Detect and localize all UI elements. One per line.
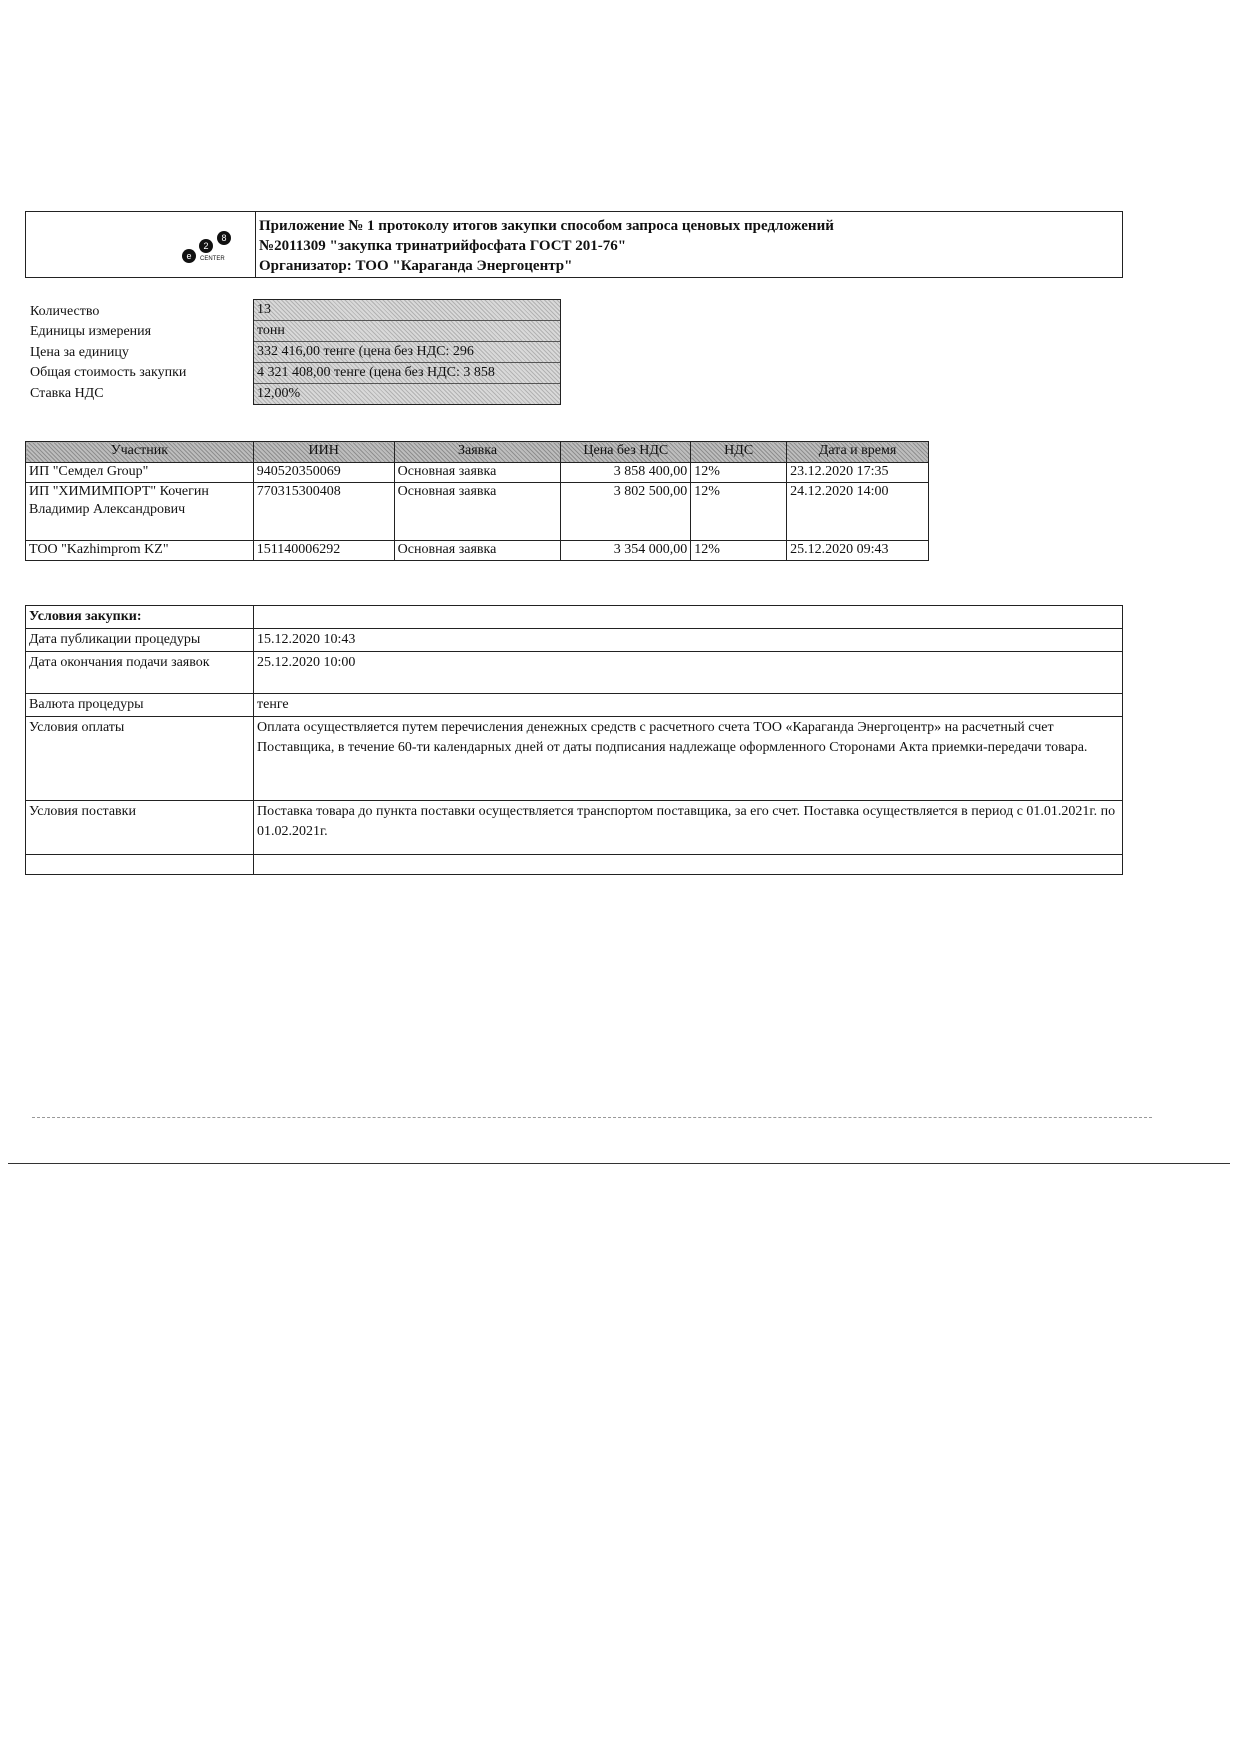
table-row [26, 483, 929, 541]
param-value-total: 4 321 408,00 тенге (цена без НДС: 3 858 [254, 363, 560, 384]
table-row-empty [26, 855, 1123, 875]
header-title [259, 216, 834, 276]
page-divider [8, 1163, 1230, 1164]
table-row [26, 801, 1123, 855]
table-row [26, 541, 929, 561]
logo-icon [176, 228, 246, 268]
bid-application: Основная заявка [394, 463, 561, 483]
table-row [26, 717, 1123, 801]
bid-datetime: 24.12.2020 14:00 [787, 483, 929, 541]
header-line-1: Приложение № 1 протоколу итогов закупки способом запроса ценовых предложений [259, 218, 834, 234]
bid-participant: ТОО "Kazhimprom KZ" [26, 541, 254, 561]
scan-artifact-line [32, 1117, 1152, 1118]
bid-price: 3 858 400,00 [561, 463, 691, 483]
param-value-vat: 12,00% [254, 384, 560, 404]
logo-text: CENTER [200, 256, 225, 262]
condition-value: тенге [254, 694, 1123, 717]
col-header-iin: ИИН [253, 442, 394, 463]
condition-value: Оплата осуществляется путем перечисления денежных средств с расчетного счета ТОО «Караганда Энергоцентр» на расчетный счет Поставщика, в течение 60-ти календарных дней от даты подписания надлежаще оформленного Сторонами Акта приемки-передачи товара. [254, 717, 1123, 801]
param-label-vat: Ставка НДС [30, 385, 104, 401]
condition-label: Валюта процедуры [26, 694, 254, 717]
col-header-datetime: Дата и время [787, 442, 929, 463]
condition-value-empty [254, 855, 1123, 875]
bid-application: Основная заявка [394, 541, 561, 561]
document-header [25, 211, 1123, 278]
bid-iin: 151140006292 [253, 541, 394, 561]
params-values [253, 299, 561, 405]
table-row [26, 629, 1123, 652]
logo-cell [26, 212, 256, 277]
table-row [26, 694, 1123, 717]
bid-datetime: 23.12.2020 17:35 [787, 463, 929, 483]
conditions-title-empty [254, 606, 1123, 629]
bid-application: Основная заявка [394, 483, 561, 541]
condition-value: Поставка товара до пункта поставки осуществляется транспортом поставщика, за его счет. Поставка осуществляется в период с 01.01.2021г. по 01.02.2021г. [254, 801, 1123, 855]
condition-value: 15.12.2020 10:43 [254, 629, 1123, 652]
bid-participant: ИП "Семдел Group" [26, 463, 254, 483]
params-labels [30, 302, 186, 404]
bid-vat: 12% [691, 483, 787, 541]
bid-vat: 12% [691, 541, 787, 561]
header-line-3: Организатор: ТОО "Караганда Энергоцентр" [259, 258, 573, 274]
col-header-participant: Участник [26, 442, 254, 463]
conditions-title-row [26, 606, 1123, 629]
condition-label-empty [26, 855, 254, 875]
header-line-2: №2011309 "закупка тринатрийфосфата ГОСТ 201-76" [259, 238, 627, 254]
bid-iin: 770315300408 [253, 483, 394, 541]
condition-label: Условия поставки [26, 801, 254, 855]
svg-text:8: 8 [221, 233, 227, 243]
bid-participant: ИП "ХИМИМПОРТ" Кочегин Владимир Александрович [26, 483, 254, 541]
bids-header-row [26, 442, 929, 463]
svg-text:2: 2 [203, 241, 209, 251]
condition-value: 25.12.2020 10:00 [254, 652, 1123, 694]
param-value-quantity: 13 [254, 300, 560, 321]
col-header-price: Цена без НДС [561, 442, 691, 463]
bid-vat: 12% [691, 463, 787, 483]
bid-price: 3 354 000,00 [561, 541, 691, 561]
bid-price: 3 802 500,00 [561, 483, 691, 541]
col-header-vat: НДС [691, 442, 787, 463]
param-value-unit-price: 332 416,00 тенге (цена без НДС: 296 [254, 342, 560, 363]
condition-label: Дата окончания подачи заявок [26, 652, 254, 694]
bids-table [25, 441, 929, 561]
condition-label: Условия оплаты [26, 717, 254, 801]
col-header-application: Заявка [394, 442, 561, 463]
param-value-units: тонн [254, 321, 560, 342]
conditions-title: Условия закупки: [26, 606, 254, 629]
table-row [26, 463, 929, 483]
condition-label: Дата публикации процедуры [26, 629, 254, 652]
bid-datetime: 25.12.2020 09:43 [787, 541, 929, 561]
param-label-total: Общая стоимость закупки [30, 365, 187, 381]
param-label-unit-price: Цена за единицу [30, 344, 129, 360]
bid-iin: 940520350069 [253, 463, 394, 483]
param-label-units: Единицы измерения [30, 324, 152, 340]
table-row [26, 652, 1123, 694]
conditions-table [25, 605, 1123, 875]
param-label-quantity: Количество [30, 304, 100, 319]
svg-text:e: e [186, 251, 192, 261]
